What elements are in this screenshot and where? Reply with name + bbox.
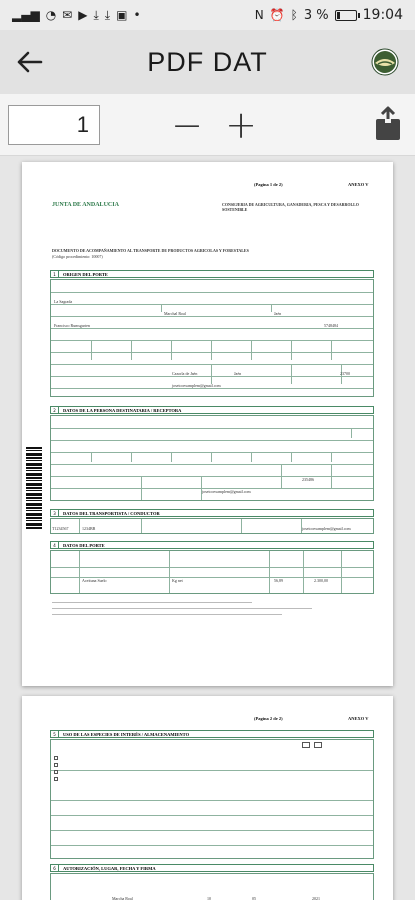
footnote-line-2 xyxy=(52,608,312,609)
junta-heading: JUNTA DE ANDALUCIA xyxy=(52,202,119,208)
value-unidad: Kg net xyxy=(172,578,183,583)
value-lugar: Marcha Roal xyxy=(112,896,133,900)
barcode-icon xyxy=(26,447,42,529)
download-icon-2: ⤓ xyxy=(104,8,111,22)
pdf-page-2 xyxy=(22,696,393,900)
value-mes: 05 xyxy=(252,896,256,900)
value-municipio-2: Cazorla de Jaén xyxy=(172,371,198,376)
section-uso-title: USO DE LAS ESPECIES DE INTERÉS / ALMACENAMIENTO xyxy=(63,732,190,737)
youtube-icon: ▶ xyxy=(78,8,88,22)
value-nif: T1234567 xyxy=(52,526,69,531)
value-email-3: josetcoexamplem@gmail.com xyxy=(302,526,351,531)
value-provincia-2: Jaén xyxy=(234,371,242,376)
value-cantidad: 56,89 xyxy=(274,578,283,583)
value-municipio: Marchal Roal xyxy=(164,311,186,316)
alarm-icon: ⏰ xyxy=(269,8,285,22)
status-icons-right xyxy=(255,7,403,23)
app-logo-icon[interactable] xyxy=(355,30,415,94)
checkbox-4[interactable] xyxy=(54,777,58,781)
porte-table xyxy=(50,550,374,594)
section-origen-title: ORIGEN DEL PORTE xyxy=(63,272,108,277)
consejeria-heading: CONSEJERIA DE AGRICULTURA, GANADERIA, PESCA Y DESARROLLO SOSTENIBLE xyxy=(222,202,359,212)
value-provincia: Jaén xyxy=(274,311,282,316)
value-dia: 10 xyxy=(207,896,211,900)
value-cp: 5748484 xyxy=(324,323,338,328)
zoom-in-button[interactable]: + xyxy=(225,102,257,147)
anexo-label: ANEXO V xyxy=(348,182,369,187)
section-origen: 1 ORIGEN DEL PORTE xyxy=(50,270,374,278)
uso-form-grid xyxy=(50,739,374,859)
section-porte: 4 DATOS DEL PORTE xyxy=(50,541,374,549)
value-explotacion: La Sagrada xyxy=(54,299,73,304)
section-transportista-title: DATOS DEL TRANSPORTISTA / CONDUCTOR xyxy=(63,511,160,516)
notification-icon: ✉ xyxy=(62,8,73,22)
value-email: josetcoexamplem@gmail.com xyxy=(172,383,221,388)
wifi-icon: ◔ xyxy=(45,8,57,22)
value-matricula: 1234BB xyxy=(82,526,96,531)
autorizacion-grid xyxy=(50,873,374,900)
battery-icon xyxy=(335,10,357,21)
pdf-viewer[interactable] xyxy=(0,156,415,900)
anexo-label-2: ANEXO V xyxy=(348,716,369,721)
value-email-2: josetcoexamplem@gmail.com xyxy=(202,489,251,494)
origen-form-grid xyxy=(50,279,374,397)
section-destinatario-title: DATOS DE LA PERSONA DESTINATARIA / RECEPTORA xyxy=(63,408,182,413)
more-dots-icon: • xyxy=(133,8,141,22)
pdf-toolbar xyxy=(0,94,415,156)
page-number-label-2: (Pagina 2 de 2) xyxy=(254,716,283,721)
footnote-line-1 xyxy=(52,602,252,603)
share-icon[interactable] xyxy=(373,106,403,142)
section-transportista: 3 DATOS DEL TRANSPORTISTA / CONDUCTOR xyxy=(50,509,374,517)
bluetooth-icon: ᛒ xyxy=(290,8,298,22)
app-title: PDF DAT xyxy=(147,46,268,77)
back-arrow-icon[interactable] xyxy=(0,30,60,94)
status-time: 19:04 xyxy=(362,7,403,23)
section-uso: 5 USO DE LAS ESPECIES DE INTERÉS / ALMACENAMIENTO xyxy=(50,730,374,738)
checkbox-no[interactable] xyxy=(314,742,322,748)
section-destinatario: 2 DATOS DE LA PERSONA DESTINATARIA / RECEPTORA xyxy=(50,406,374,414)
value-tp: 235486 xyxy=(302,477,314,482)
zoom-out-button[interactable]: − xyxy=(171,102,203,147)
checkbox-si[interactable] xyxy=(302,742,310,748)
app-bar xyxy=(0,30,415,94)
checkbox-3[interactable] xyxy=(54,770,58,774)
download-icon: ⤓ xyxy=(93,8,99,22)
section-autorizacion-title: AUTORIZACIÓN, LUGAR, FECHA Y FIRMA xyxy=(63,866,156,871)
nfc-icon: N xyxy=(254,8,264,22)
checkbox-1[interactable] xyxy=(54,756,58,760)
status-icons-left xyxy=(12,9,141,21)
battery-percent: 3 % xyxy=(303,7,329,23)
signal-icon: ▂▄▆ xyxy=(12,8,40,22)
document-title: DOCUMENTO DE ACOMPAÑAMIENTO AL TRANSPORTE DE PRODUCTOS AGRICOLAS Y FORESTALES xyxy=(52,248,249,253)
value-nombre: Francisco Rumsgarten xyxy=(54,323,90,328)
status-bar xyxy=(0,0,415,30)
pdf-page-1 xyxy=(22,162,393,686)
value-cp-2: 23700 xyxy=(340,371,350,376)
procedure-code: (Código procedimiento: 10007) xyxy=(52,254,103,259)
value-anio: 2021 xyxy=(312,896,320,900)
page-number-label: (Pagina 1 de 2) xyxy=(254,182,283,187)
page-number-input[interactable] xyxy=(8,105,100,145)
footnote-line-3 xyxy=(52,614,282,615)
value-producto: Aceituna Suelo xyxy=(82,578,107,583)
checkbox-2[interactable] xyxy=(54,763,58,767)
section-autorizacion: 6 AUTORIZACIÓN, LUGAR, FECHA Y FIRMA xyxy=(50,864,374,872)
value-importe: 2.300,00 xyxy=(314,578,328,583)
section-porte-title: DATOS DEL PORTE xyxy=(63,543,105,548)
gallery-icon: ▣ xyxy=(116,8,128,22)
